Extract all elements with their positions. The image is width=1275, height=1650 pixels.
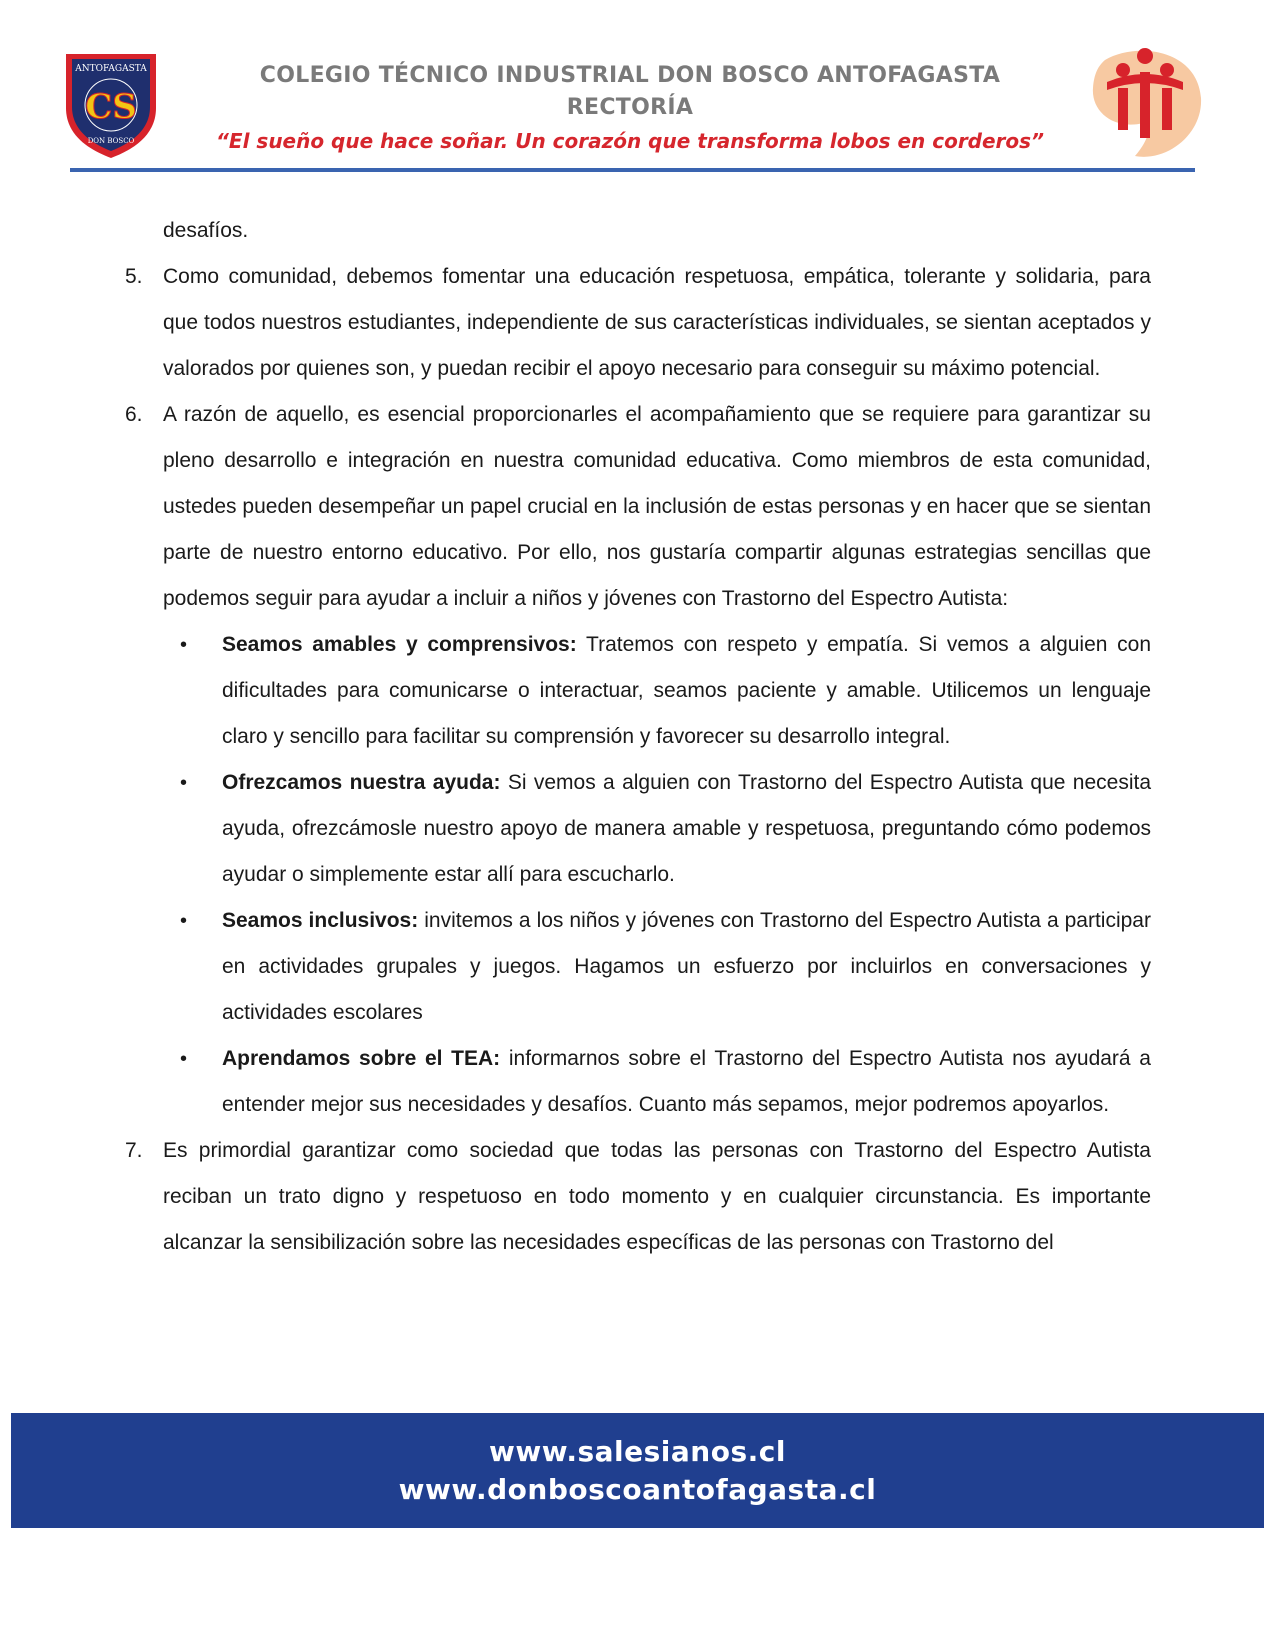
department-name: RECTORÍA	[566, 95, 694, 120]
item-text: Es primordial garantizar como sociedad que todas las personas con Trastorno del Espectro Autista reciban un trato digno y respetuoso en todo momento y en cualquier circunstancia. Es importante alcanzar la sensibilización sobre las necesidades específicas de las personas con Trastorno del	[163, 1139, 1151, 1254]
item-text: A razón de aquello, es esencial proporcionarles el acompañamiento que se requiere para garantizar su pleno desarrollo e integración en nuestra comunidad educativa. Como miembros de esta comunidad, ustedes pueden desempeñar un papel crucial en la inclusión de estas personas y en hacer que se sientan parte de nuestro entorno educativo. Por ello, nos gustaría compartir algunas estrategias sencillas que podemos seguir para ayudar a incluir a niños y jóvenes con Trastorno del Espectro Autista:	[163, 403, 1151, 610]
bullet-item	[180, 760, 1151, 898]
bullet-item	[180, 898, 1151, 1036]
bullet-title: Ofrezcamos nuestra ayuda:	[222, 771, 501, 794]
list-item-7	[125, 1128, 1151, 1266]
item-number: 7.	[125, 1139, 143, 1162]
bullet-icon: •	[180, 634, 188, 656]
school-motto: “El sueño que hace soñar. Un corazón que transforma lobos en corderos”	[216, 129, 1044, 153]
item-number: 6.	[125, 403, 143, 426]
bullet-icon: •	[180, 910, 188, 932]
bullet-text: Si vemos a alguien con Trastorno del Espectro Autista que necesita ayuda, ofrezcámosle nuestro apoyo de manera amable y respetuosa, preguntando cómo podemos ayudar o simplemente estar allí para escucharlo.	[222, 771, 1151, 886]
strategies-list	[0, 622, 1275, 1128]
header-text-block	[190, 60, 1070, 156]
bullet-title: Seamos amables y comprensivos:	[222, 633, 577, 656]
bullet-item	[180, 622, 1151, 760]
crest-top-text: ANTOFAGASTA	[75, 64, 147, 74]
list-item-5	[125, 254, 1151, 392]
header-divider	[70, 168, 1195, 172]
page-header	[0, 0, 1275, 180]
continuation-text: desafíos.	[163, 219, 249, 242]
bullet-title: Aprendamos sobre el TEA:	[222, 1047, 501, 1070]
page-footer	[11, 1413, 1264, 1528]
bullet-icon: •	[180, 772, 188, 794]
salesian-family-logo	[1085, 42, 1207, 164]
crest-bottom-text: DON BOSCO	[87, 137, 135, 145]
bullet-item	[180, 1036, 1151, 1128]
school-name: COLEGIO TÉCNICO INDUSTRIAL DON BOSCO ANTOFAGASTA	[259, 63, 1001, 88]
bullet-text: Tratemos con respeto y empatía. Si vemos a alguien con dificultades para comunicarse o interactuar, seamos paciente y amable. Utilicemos un lenguaje claro y sencillo para facilitar su comprensión y favorecer su desarrollo integral.	[222, 633, 1151, 748]
item-text: Como comunidad, debemos fomentar una educación respetuosa, empática, tolerante y solidaria, para que todos nuestros estudiantes, independiente de sus características individuales, se sientan aceptados y valorados por quienes son, y puedan recibir el apoyo necesario para conseguir su máximo potencial.	[163, 265, 1151, 380]
item-number: 5.	[125, 265, 143, 288]
bullet-text: invitemos a los niños y jóvenes con Trastorno del Espectro Autista a participar en actividades grupales y juegos. Hagamos un esfuerzo por incluirlos en conversaciones y actividades escolares	[222, 909, 1151, 1024]
bullet-icon: •	[180, 1048, 188, 1070]
bullet-text: informarnos sobre el Trastorno del Espectro Autista nos ayudará a entender mejor sus necesidades y desafíos. Cuanto más sepamos, mejor podremos apoyarlos.	[222, 1047, 1151, 1116]
document-body	[0, 208, 1275, 1266]
crest-letters: CS	[85, 87, 137, 127]
school-crest-logo	[62, 50, 160, 160]
list-item-6	[125, 392, 1151, 622]
footer-link-donbosco: www.donboscoantofagasta.cl	[398, 1472, 877, 1506]
bullet-title: Seamos inclusivos:	[222, 909, 419, 932]
footer-link-salesianos: www.salesianos.cl	[489, 1434, 786, 1468]
